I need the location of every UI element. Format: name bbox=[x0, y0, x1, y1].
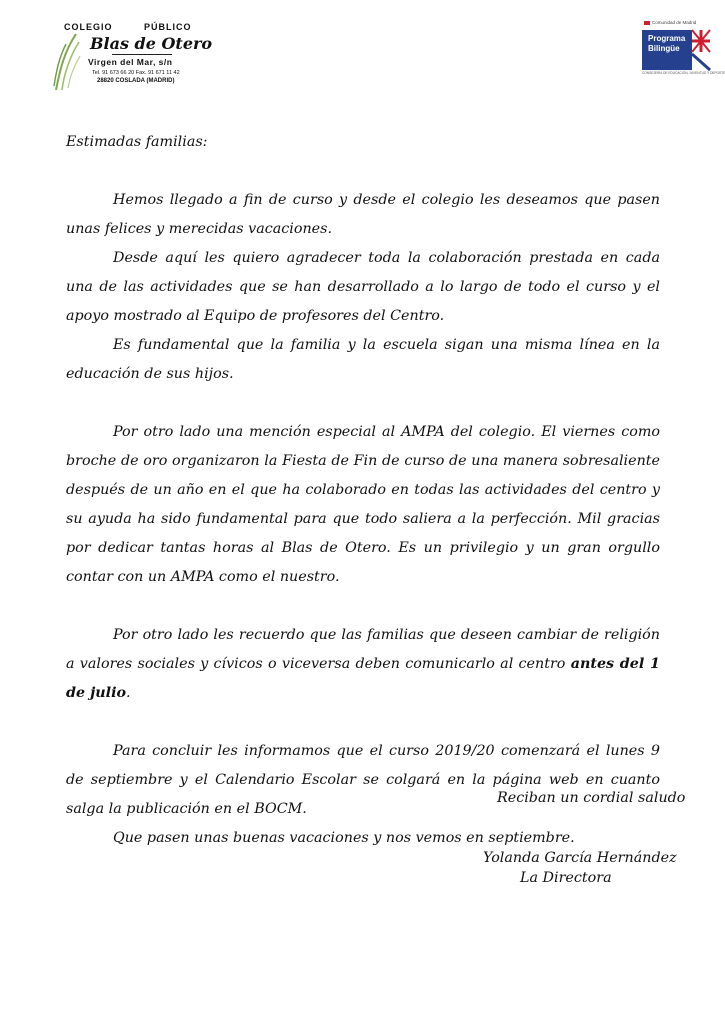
school-type-label: COLEGIO PÚBLICO bbox=[64, 22, 192, 32]
programa-title-line1: Programa bbox=[648, 34, 686, 43]
paragraph-religion: Por otro lado les recuerdo que las familias que deseen cambiar de religión a valores sociales y cívicos o viceversa deben comunicarlo al centro antes del 1 de julio. bbox=[66, 627, 660, 701]
paragraph-end-of-year: Hemos llegado a fin de curso y desde el colegio les deseamos que pasen unas felices y merecidas vacaciones. bbox=[66, 192, 660, 237]
region-flag-icon bbox=[644, 21, 650, 25]
programa-subtitle: CONSEJERÍA DE EDUCACIÓN, JUVENTUD Y DEPORTE bbox=[642, 71, 725, 75]
programa-title-line2: Bilingüe bbox=[648, 44, 680, 53]
school-city: 28820 COSLADA (MADRID) bbox=[97, 78, 175, 84]
union-flag-icon bbox=[692, 30, 710, 70]
leaf-emblem-icon bbox=[52, 30, 82, 92]
closing-salutation: Reciban un cordial saludo bbox=[497, 790, 686, 806]
letter-body bbox=[66, 128, 660, 853]
school-phone: Tel. 91 673 66 20 Fax. 91 671 11 42 bbox=[92, 70, 180, 76]
spacer bbox=[66, 592, 660, 621]
spacer bbox=[66, 389, 660, 418]
logo-divider bbox=[112, 54, 172, 55]
paragraph-next-year: Para concluir les informamos que el curso 2019/20 comenzará el lunes 9 de septiembre y el Calendario Escolar se colgará en la página web en cuanto salga la publicación en el BOCM. bbox=[66, 743, 660, 817]
school-address: Virgen del Mar, s/n bbox=[88, 57, 173, 67]
greeting: Estimadas familias: bbox=[66, 134, 208, 150]
deadline-date: antes del 1 de julio bbox=[66, 656, 660, 701]
paragraph-thanks: Desde aquí les quiero agradecer toda la colaboración prestada en cada una de las actividades que se han desarrollado a lo largo de todo el curso y el apoyo mostrado al Equipo de profesores del Centro. bbox=[66, 250, 660, 324]
paragraph-farewell: Que pasen unas buenas vacaciones y nos vemos en septiembre. bbox=[113, 830, 575, 846]
signer-name: Yolanda García Hernández bbox=[483, 850, 677, 866]
programa-box bbox=[642, 30, 692, 70]
school-name: Blas de Otero bbox=[90, 34, 213, 53]
paragraph-family-school: Es fundamental que la familia y la escuela sigan una misma línea en la educación de sus hijos. bbox=[66, 337, 660, 382]
programa-bilingue-logo bbox=[636, 18, 725, 80]
spacer bbox=[66, 157, 660, 186]
paragraph-ampa: Por otro lado una mención especial al AMPA del colegio. El viernes como broche de oro organizaron la Fiesta de Fin de curso de una manera sobresaliente después de un año en el que ha colaborado en todas las actividades del centro y su ayuda ha sido fundamental para que todo saliera a la perfección. Mil gracias por dedicar tantas horas al Blas de Otero. Es un privilegio y un gran orgullo contar con un AMPA como el nuestro. bbox=[66, 424, 660, 585]
spacer bbox=[66, 708, 660, 737]
signer-role: La Directora bbox=[520, 870, 612, 886]
school-logo bbox=[52, 22, 213, 92]
region-label: Comunidad de Madrid bbox=[644, 20, 696, 25]
